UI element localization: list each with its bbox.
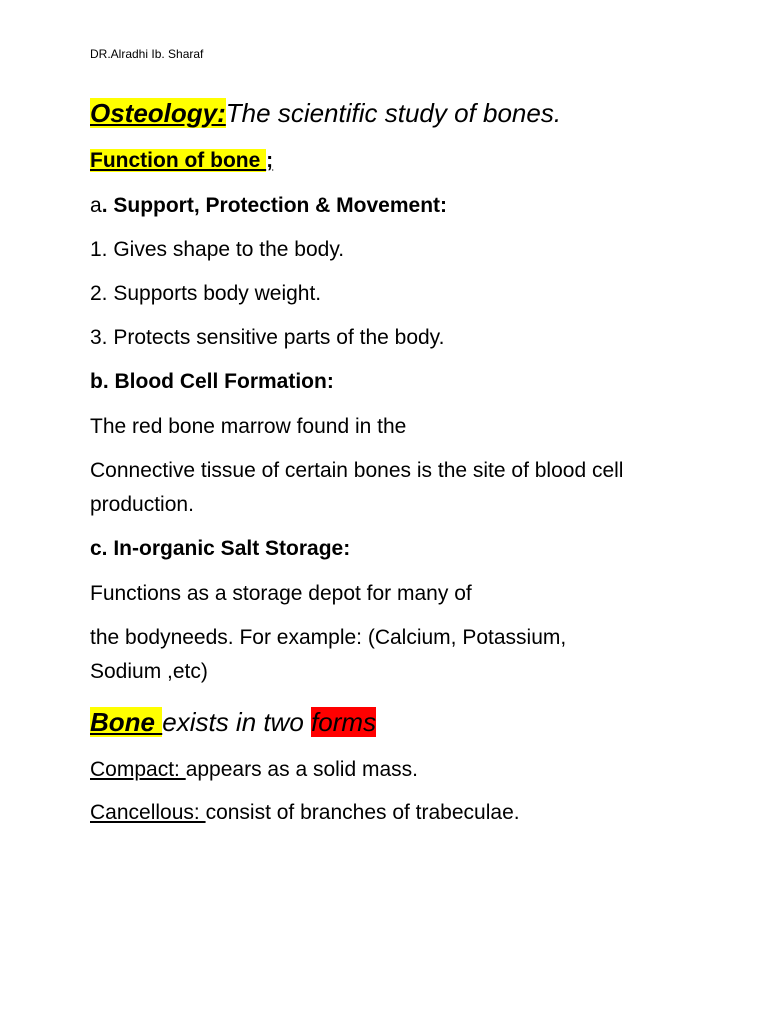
section-b-line-3: production. [90, 493, 194, 516]
type-compact-desc: appears as a solid mass. [185, 758, 418, 781]
type-cancellous-desc: consist of branches of trabeculae. [205, 801, 520, 824]
section-a-title: . Support, Protection & Movement: [101, 194, 448, 217]
forms-heading [90, 706, 376, 738]
section-c-line-1: Functions as a storage depot for many of [90, 582, 472, 605]
section-a-item-3: 3. Protects sensitive parts of the body. [90, 326, 445, 349]
type-compact-name: Compact: [90, 758, 186, 781]
forms-bone: Bone [90, 707, 163, 737]
title-term: Osteology: [90, 98, 226, 128]
type-cancellous [90, 800, 520, 826]
author-header: DR.Alradhi Ib. Sharaf [90, 47, 204, 61]
section-b-heading: b. Blood Cell Formation: [90, 370, 334, 393]
title-definition: The scientific study of bones. [225, 98, 562, 128]
section-b-line-1: The red bone marrow found in the [90, 415, 407, 438]
section-c-line-2: the bodyneeds. For example: (Calcium, Potassium, [90, 626, 567, 649]
forms-word: forms [311, 707, 377, 737]
title-line [90, 97, 561, 129]
function-heading-label: Function of bone [90, 149, 267, 172]
function-heading [90, 148, 273, 174]
section-b-line-2: Connective tissue of certain bones is the site of blood cell [90, 459, 624, 482]
function-heading-punct: ; [266, 149, 274, 172]
section-a-heading [90, 193, 447, 219]
section-c-line-3: Sodium ,etc) [90, 660, 208, 683]
section-a-item-1: 1. Gives shape to the body. [90, 238, 345, 261]
section-a-letter: a [90, 194, 102, 217]
forms-middle: exists in two [162, 707, 312, 737]
type-compact [90, 757, 418, 783]
section-c-heading: c. In-organic Salt Storage: [90, 537, 351, 560]
type-cancellous-name: Cancellous: [90, 801, 206, 824]
section-a-item-2: 2. Supports body weight. [90, 282, 322, 305]
